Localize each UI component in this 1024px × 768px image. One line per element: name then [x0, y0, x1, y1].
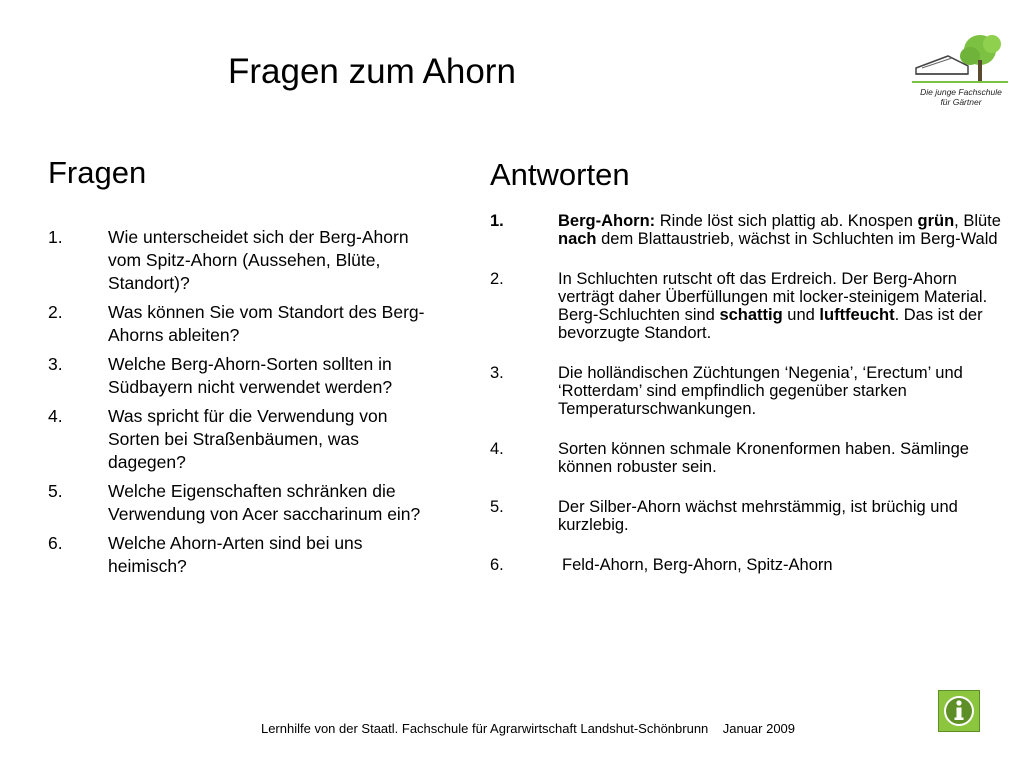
answer-number: 2.: [490, 270, 504, 288]
footer-text: Lernhilfe von der Staatl. Fachschule für Agrarwirtschaft Landshut-Schönbrunn Januar 2009: [260, 721, 796, 736]
question-item: [48, 405, 428, 474]
question-item: [48, 532, 428, 578]
answer-item: [490, 498, 1015, 534]
answer-bold: luftfeucht: [819, 306, 895, 324]
answer-item: [490, 212, 1015, 248]
question-text: Welche Eigenschaften schränken die Verwendung von Acer saccharinum ein?: [108, 481, 421, 524]
question-number: 1.: [48, 227, 63, 247]
answer-bold: grün: [917, 212, 955, 230]
answer-text: und: [782, 306, 820, 324]
answer-bold: Berg-Ahorn:: [558, 212, 656, 230]
question-number: 3.: [48, 354, 63, 374]
question-text: Wie unterscheidet sich der Berg-Ahorn vom Spitz-Ahorn (Aussehen, Blüte, Standort)?: [108, 227, 409, 293]
logo-text-line1: Die junge Fachschule: [920, 87, 1002, 97]
questions-heading: Fragen: [48, 155, 147, 190]
question-item: [48, 353, 428, 399]
question-number: 5.: [48, 481, 63, 501]
answer-number: 6.: [490, 556, 504, 574]
question-number: 6.: [48, 533, 63, 553]
answers-heading: Antworten: [490, 157, 630, 192]
question-text: Welche Berg-Ahorn-Sorten sollten in Südbayern nicht verwendet werden?: [108, 354, 393, 397]
question-number: 4.: [48, 406, 63, 426]
answer-item: [490, 556, 1015, 574]
answers-list: [490, 212, 1015, 596]
answer-item: [490, 364, 1015, 418]
question-item: [48, 301, 428, 347]
question-number: 2.: [48, 302, 63, 322]
page-title: Fragen zum Ahorn: [228, 52, 516, 91]
question-text: Welche Ahorn-Arten sind bei uns heimisch?: [108, 533, 363, 576]
answer-text: Die holländischen Züchtungen ‘Negenia’, ‘Erectum’ und ‘Rotterdam’ sind empfindlich gegenüber starken Temperaturschwankungen.: [558, 364, 963, 418]
answer-number: 3.: [490, 364, 504, 382]
answer-text: dem Blattaustrieb, wächst in Schluchten im Berg-Wald: [596, 230, 998, 248]
answer-text: Der Silber-Ahorn wächst mehrstämmig, ist brüchig und kurzlebig.: [558, 498, 958, 534]
answer-item: [490, 270, 1015, 342]
tree-house-icon: [908, 30, 1014, 90]
answer-text: Feld-Ahorn, Berg-Ahorn, Spitz-Ahorn: [562, 556, 833, 574]
answer-number: 1.: [490, 212, 504, 230]
school-logo: [908, 30, 1014, 118]
answer-bold: schattig: [719, 306, 783, 324]
answer-number: 4.: [490, 440, 504, 458]
question-text: Was spricht für die Verwendung von Sorten bei Straßenbäumen, was dagegen?: [108, 406, 388, 472]
questions-list: [48, 226, 428, 584]
answer-text: . Das ist der bevorzugte Standort.: [558, 306, 983, 342]
question-text: Was können Sie vom Standort des Berg-Ahorns ableiten?: [108, 302, 425, 345]
answer-bold: nach: [558, 230, 597, 248]
answer-text: In Schluchten rutscht oft das Erdreich. Der Berg-Ahorn verträgt daher Überfüllungen mit locker-steinigem Material. Berg-Schluchten sind: [558, 270, 988, 324]
logo-text-line2: für Gärtner: [940, 97, 982, 107]
answer-text: Rinde löst sich plattig ab. Knospen: [655, 212, 918, 230]
answer-text: , Blüte: [954, 212, 1001, 230]
question-item: [48, 226, 428, 295]
answer-text: Sorten können schmale Kronenformen haben. Sämlinge können robuster sein.: [558, 440, 969, 476]
answer-item: [490, 440, 1015, 476]
answer-number: 5.: [490, 498, 504, 516]
question-item: [48, 480, 428, 526]
